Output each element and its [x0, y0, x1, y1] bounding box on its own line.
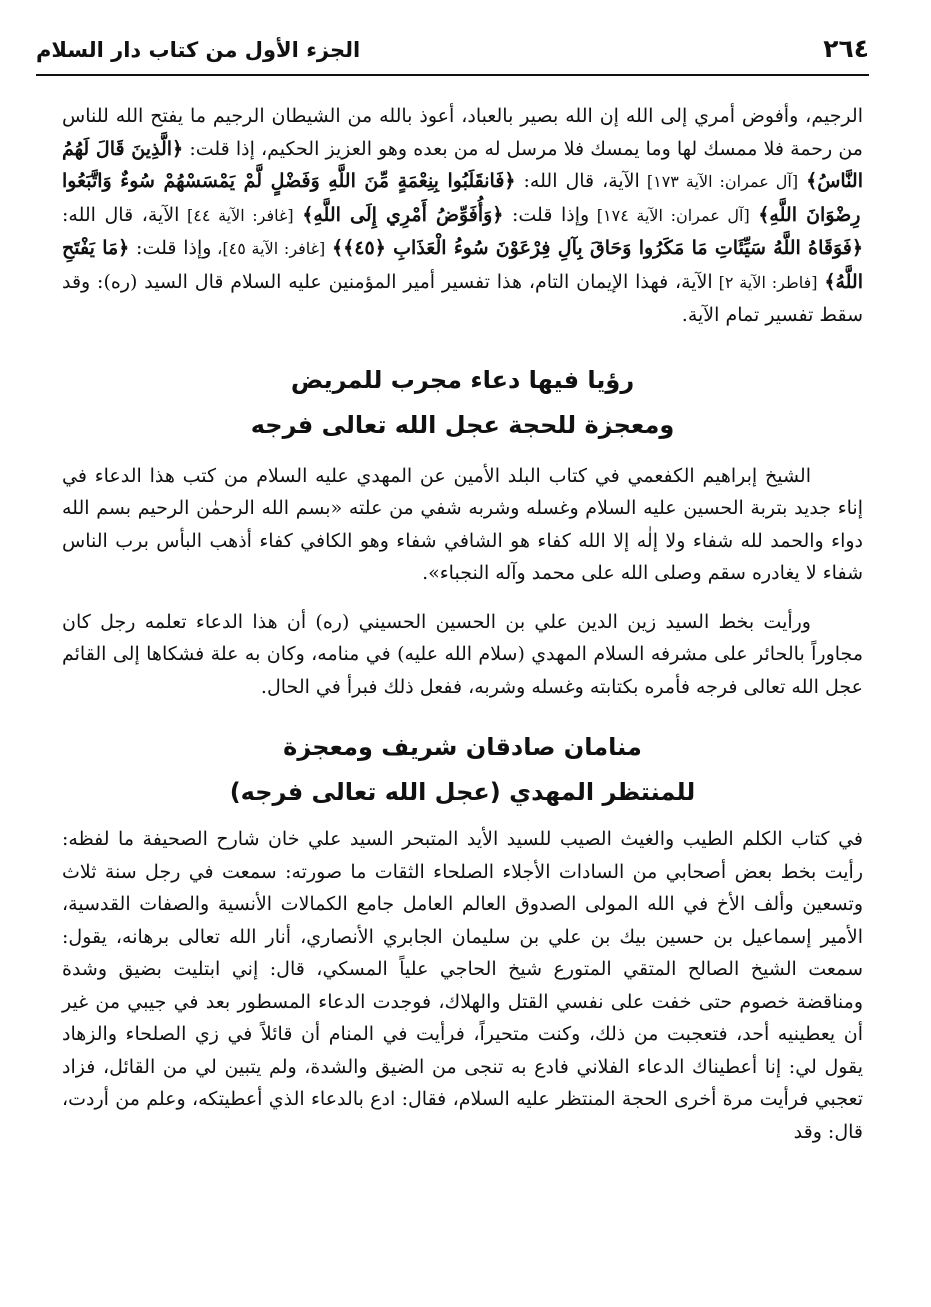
section-heading-line: منامان صادقان شريف ومعجزة [283, 733, 642, 761]
verse-reference: [غافر: الآية ٤٥]، [211, 239, 326, 258]
text-run: الآية، قال الله: [62, 203, 180, 226]
section-heading-line: ومعجزة للحجة عجل الله تعالى فرجه [250, 410, 675, 439]
quran-verse: ﴿فَوَقَاهُ اللَّهُ سَيِّئَاتِ مَا مَكَرُوا وَحَاقَ بِآلِ فِرْعَوْنَ سُوءُ الْعَذَابِ ﴿٤٥﴾﴾ [332, 237, 863, 259]
paragraph-narration: ورأيت بخط السيد زين الدين علي بن الحسين الحسيني (ره) أن هذا الدعاء تعلمه رجل كان مجاوراً بالحائر على مشرفه السلام المهدي (سلام الله عليه) في منامه، وكان به علة فشكاها إلى القائم عجل الله تعالى فرجه فأمره بكتابته وغسله وشربه، ففعل ذلك فبرأ في الحال. [62, 610, 863, 698]
section-heading-line: للمنتظر المهدي (عجل الله تعالى فرجه) [229, 778, 696, 806]
quran-verse: ﴿وَأُفَوِّضُ أَمْرِي إِلَى اللَّهِ﴾ [302, 203, 504, 226]
paragraph-dua: الشيخ إبراهيم الكفعمي في كتاب البلد الأمين عن المهدي عليه السلام من كتب هذا الدعاء في إناء جديد بتربة الحسين عليه السلام وغسله وشربه شفي من علته «بسم الله الرحمٰن الرحيم بسم الله دواء والحمد لله شفاء ولا إلٰه إلا الله كفاء هو الشافي شفاء وهو الكافي كفاء أذهب البأس برب الناس شفاء لا يغادره سقم وصلى الله على محمد وآله النجباء». [62, 464, 863, 584]
verse-reference: [فاطر: الآية ٢] [712, 272, 818, 292]
section-heading-2 [62, 725, 863, 815]
page-body [62, 100, 863, 1148]
quran-verse: ﴿فَانقَلَبُوا بِنِعْمَةٍ مِّنَ اللَّهِ وَفَضْلٍ لَّمْ يَمْسَسْهُمْ سُوءٌ وَاتَّبَعُوا رِضْوَانَ اللَّهِ﴾ [62, 170, 861, 226]
paragraph-spacer [62, 590, 863, 606]
book-title: الجزء الأول من كتاب دار السلام [36, 38, 361, 62]
verse-reference: [غافر: الآية ٤٤] [179, 205, 294, 225]
section-heading-line: رؤيا فيها دعاء مجرب للمريض [290, 365, 635, 394]
quran-verse: ﴿مَا يَفْتَحِ اللَّهُ﴾ [62, 237, 863, 293]
text-run: وإذا قلت: [503, 203, 590, 226]
verse-reference: [آل عمران: الآية ١٧٤] [589, 205, 750, 225]
text-run: الآية، فهذا الإيمان التام، هذا تفسير أمير المؤمنين عليه السلام قال السيد (ره): وقد سقط تفسير تمام الآية. [62, 270, 863, 326]
text-run: وإذا قلت: [129, 237, 212, 259]
section-heading-1 [62, 358, 863, 448]
running-header [36, 30, 869, 76]
paragraph-opening [62, 100, 863, 332]
text-run: الآية، قال الله: [515, 170, 640, 192]
page-number: ٢٦٤ [823, 34, 869, 63]
quran-verse: ﴿الَّذِينَ قَالَ لَهُمُ النَّاسُ﴾ [62, 137, 863, 192]
paragraph-dreams: في كتاب الكلم الطيب والغيث الصيب للسيد الأيد المتبحر السيد علي خان شارح الصحيفة ما لفظه: رأيت بخط بعض أصحابي من السادات الأجلاء الصلحاء الثقات ما صورته: سمعت في رجل سنة ثلاث وتسعين وألف الأخ في الله المولى الصدوق العالم العامل جامع الكمالات الأنسية والصفات القدسية، الأمير إسماعيل بن حسين بيك بن علي بن سليمان الجابري الأنصاري، أنار الله تعالى برهانه، يقول: سمعت الشيخ الصالح المتقي المتورع شيخ الحاجي علياً المسكي، قال: إني ابتليت بضيق وشدة ومناقضة خصوم حتى خفت على نفسي القتل والهلاك، فوجدت الدعاء المسطور بعد في جيبي من غير أن يعطينيه أحد، فتعجبت من ذلك، وكنت متحيراً، فرأيت في المنام أن قائلاً في زي الصلحاء والزهاد يقول لي: إنا أعطيناك الدعاء الفلاني فادع به تنجى من الضيق والشدة، ولم يتبين لي من القائل، فزاد تعجبي فرأيت مرة أخرى الحجة المنتظر عليه السلام، فقال: ادع بالدعاء الذي أعطيتكه، وعلم من أردت، قال: وقد [62, 828, 863, 1143]
verse-reference: [آل عمران: الآية ١٧٣] [639, 172, 799, 191]
text-run: الرجيم، وأفوض أمري إلى الله إن الله بصير بالعباد، أعوذ بالله من الشيطان الرجيم ما يفتح الله للناس من رحمة فلا ممسك لها وما يمسك فلا مرسل له من بعده وهو العزيز الحكيم، إذا قلت: [62, 105, 863, 160]
